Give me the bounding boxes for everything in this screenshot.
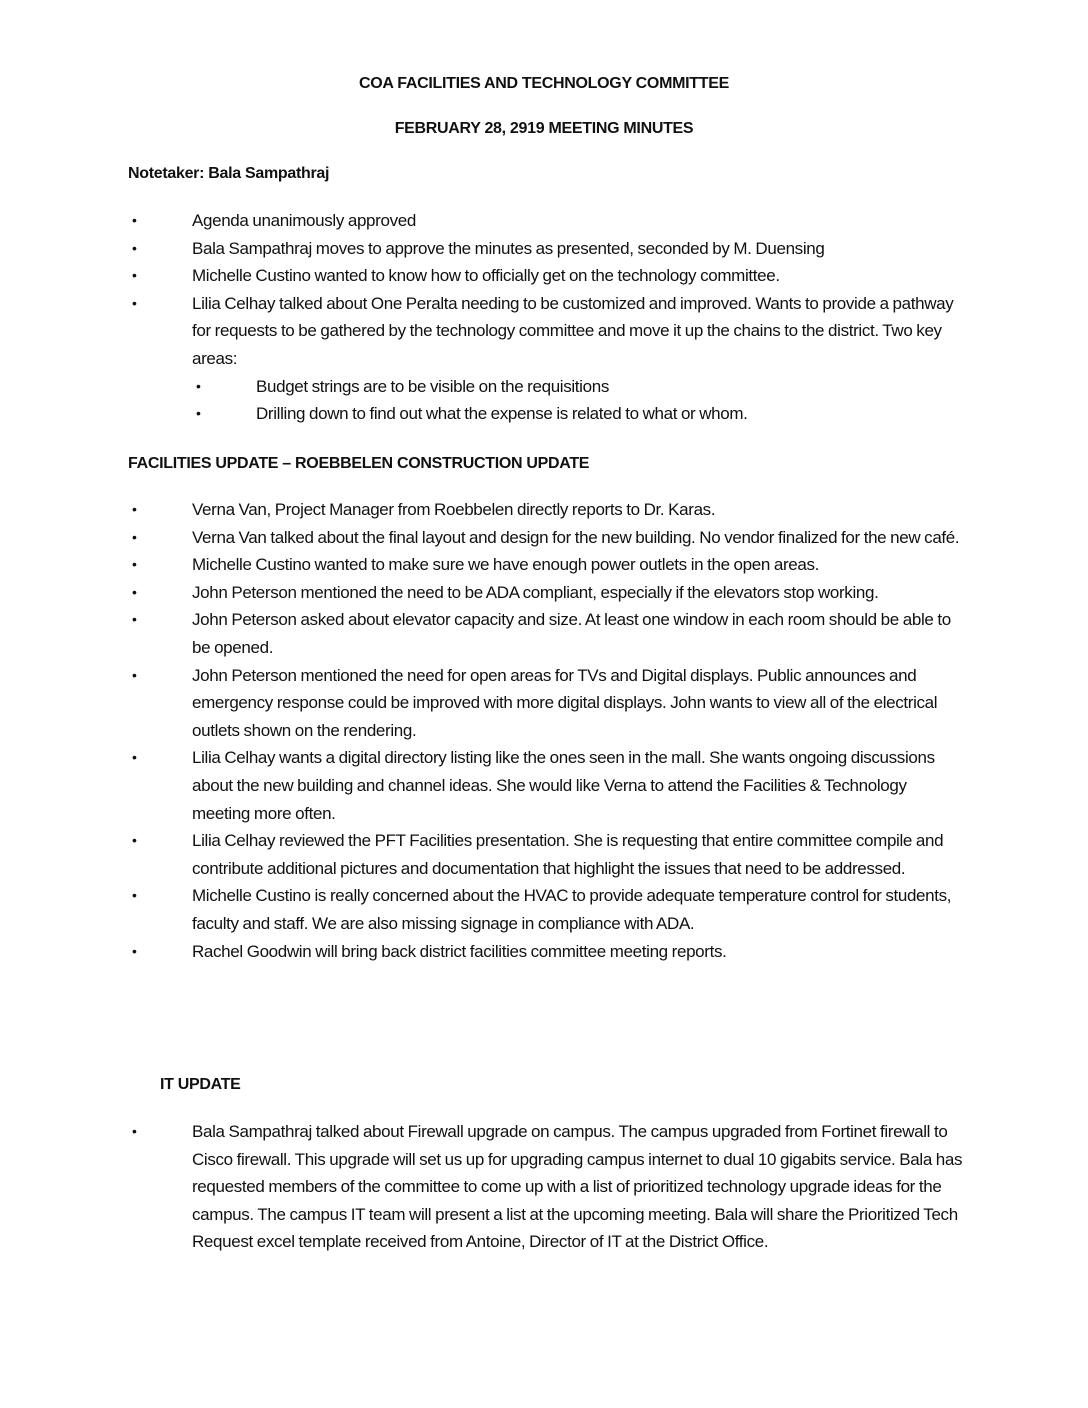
bullet-icon: • (132, 887, 137, 904)
bullet-icon: • (132, 556, 137, 573)
bullet-icon: • (196, 377, 201, 394)
list-item: • John Peterson mentioned the need for open areas for TVs and Digital displays. Public announces and emergency response could be improved with more digital displays. John wants to view all of the electrical outlets shown on the rendering. (128, 662, 968, 745)
notetaker-line: Notetaker: Bala Sampathraj (128, 165, 330, 182)
list-item: • Lilia Celhay reviewed the PFT Facilities presentation. She is requesting that entire committee compile and contribute additional pictures and documentation that highlight the issues that need to be addressed. (128, 827, 968, 882)
document-title: COA FACILITIES AND TECHNOLOGY COMMITTEE (359, 75, 729, 92)
bullet-icon: • (132, 501, 137, 517)
list-item: • Lilia Celhay talked about One Peralta needing to be customized and improved. Wants to provide a pathway for requests to be gathered by the technology committee and move it up the chains to the district. Two key areas: • Budget strings are to be visible on the requisitions • Drilling down to find out what the expense is related to what or whom. (128, 290, 968, 428)
bullet-icon: • (132, 294, 137, 311)
list-item: • John Peterson asked about elevator capacity and size. At least one window in each room should be able to be opened. (128, 606, 968, 661)
bullet-icon: • (132, 832, 137, 849)
opening-list (128, 207, 968, 428)
bullet-icon: • (132, 239, 137, 256)
list-item: • John Peterson mentioned the need to be ADA compliant, especially if the elevators stop working. (128, 579, 968, 607)
facilities-heading: FACILITIES UPDATE – ROEBBELEN CONSTRUCTION UPDATE (128, 455, 590, 472)
list-item: • Agenda unanimously approved (128, 207, 968, 235)
key-areas-list (192, 373, 968, 428)
list-item: • Rachel Goodwin will bring back district facilities committee meeting reports. (128, 938, 968, 966)
bullet-icon: • (132, 942, 137, 959)
list-item: • Verna Van talked about the final layout and design for the new building. No vendor finalized for the new café. (128, 524, 968, 552)
list-item: • Verna Van, Project Manager from Roebbelen directly reports to Dr. Karas. (128, 496, 968, 524)
document-subtitle: FEBRUARY 28, 2919 MEETING MINUTES (394, 120, 694, 137)
list-item: • Bala Sampathraj moves to approve the minutes as presented, seconded by M. Duensing (128, 235, 968, 263)
sub-list-item: • Budget strings are to be visible on the requisitions (192, 373, 968, 401)
it-list (128, 1118, 968, 1256)
bullet-icon: • (132, 583, 137, 600)
bullet-icon: • (132, 611, 137, 628)
bullet-icon: • (132, 212, 137, 228)
list-item: • Bala Sampathraj talked about Firewall upgrade on campus. The campus upgraded from Fortinet firewall to Cisco firewall. This upgrade will set us up for upgrading campus internet to dual 10 gigabits service. Bala has requested members of the committee to come up with a list of prioritized technology upgrade ideas for the campus. The campus IT team will present a list at the upcoming meeting. Bala will share the Prioritized Tech Request excel template received from Antoine, Director of IT at the District Office. (128, 1118, 968, 1256)
bullet-icon: • (132, 749, 137, 766)
bullet-icon: • (132, 666, 137, 683)
sub-list-item: • Drilling down to find out what the expense is related to what or whom. (192, 400, 968, 428)
bullet-icon: • (196, 405, 201, 422)
list-item: • Michelle Custino wanted to make sure we have enough power outlets in the open areas. (128, 551, 968, 579)
list-item: • Michelle Custino is really concerned about the HVAC to provide adequate temperature control for students, faculty and staff. We are also missing signage in compliance with ADA. (128, 882, 968, 937)
list-item: • Lilia Celhay wants a digital directory listing like the ones seen in the mall. She wants ongoing discussions about the new building and channel ideas. She would like Verna to attend the Facilities & Technology meeting more often. (128, 744, 968, 827)
bullet-icon: • (132, 1123, 137, 1139)
it-heading: IT UPDATE (160, 1076, 241, 1093)
bullet-icon: • (132, 267, 137, 284)
list-item: • Michelle Custino wanted to know how to officially get on the technology committee. (128, 262, 968, 290)
facilities-list (128, 496, 968, 965)
bullet-icon: • (132, 528, 137, 545)
